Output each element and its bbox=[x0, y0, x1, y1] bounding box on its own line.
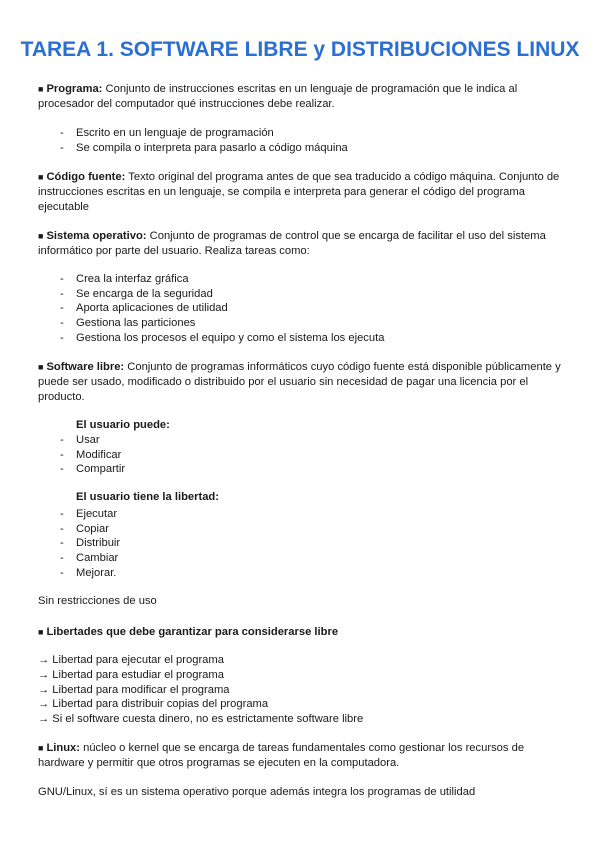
linux-text: núcleo o kernel que se encarga de tareas fundamentales como gestionar los recursos de hardware y permitir que otros programas se ejecuten en la computadora. bbox=[38, 742, 525, 769]
square-bullet-icon: ■ bbox=[38, 743, 44, 753]
programa-definition bbox=[38, 82, 564, 112]
linux-definition bbox=[38, 741, 564, 771]
page-title: TAREA 1. SOFTWARE LIBRE y DISTRIBUCIONES LINUX bbox=[20, 38, 580, 61]
programa-text: Conjunto de instrucciones escritas en un lenguaje de programación que le indica al procesador del computador qué instrucciones debe realizar. bbox=[38, 83, 518, 110]
list-item: - Distribuir bbox=[60, 537, 121, 550]
libertades-list bbox=[38, 653, 564, 727]
list-item: - Crea la interfaz gráfica bbox=[60, 273, 189, 285]
square-bullet-icon: ■ bbox=[38, 84, 44, 94]
list-item: - Cambiar bbox=[60, 552, 119, 565]
libertades-heading bbox=[38, 625, 564, 640]
list-item: - Usar bbox=[60, 434, 100, 446]
gnu-linux-text: GNU/Linux, sí es un sistema operativo porque además integra los programas de utilidad bbox=[38, 786, 476, 798]
list-item: - Se encarga de la seguridad bbox=[60, 287, 213, 300]
list-item: - Ejecutar bbox=[60, 508, 118, 520]
sistema-operativo-term: Sistema operativo: bbox=[46, 230, 147, 242]
codigo-fuente-term: Código fuente: bbox=[46, 171, 126, 183]
square-bullet-icon: ■ bbox=[38, 231, 44, 241]
list-item: → Libertad para modificar el programa bbox=[38, 683, 230, 696]
square-bullet-icon: ■ bbox=[38, 362, 44, 372]
list-item: - Mejorar. bbox=[60, 566, 117, 579]
list-item: - Modificar bbox=[60, 448, 122, 461]
list-item: → Si el software cuesta dinero, no es estrictamente software libre bbox=[38, 713, 364, 726]
square-bullet-icon: ■ bbox=[38, 172, 44, 182]
list-item: - Copiar bbox=[60, 522, 109, 535]
libertad-heading: El usuario tiene la libertad: bbox=[76, 491, 219, 503]
list-item: - Escrito en un lenguaje de programación bbox=[60, 127, 274, 139]
software-libre-text: Conjunto de programas informáticos cuyo código fuente está disponible públicamente y puede ser usado, modificado o distribuido por el usuario sin necesidad de pagar una licencia por el producto. bbox=[38, 361, 561, 403]
list-item: → Libertad para distribuir copias del programa bbox=[38, 698, 269, 711]
sin-restricciones-text: Sin restricciones de uso bbox=[38, 595, 157, 607]
libertad-list bbox=[60, 507, 560, 581]
list-item: - Compartir bbox=[60, 463, 126, 476]
list-item: - Gestiona las particiones bbox=[60, 317, 196, 330]
sistema-operativo-text: Conjunto de programas de control que se encarga de facilitar el uso del sistema informático por parte del usuario. Realiza tareas como: bbox=[38, 230, 546, 257]
list-item: → Libertad para ejecutar el programa bbox=[38, 654, 224, 666]
programa-term: Programa: bbox=[46, 83, 103, 95]
square-bullet-icon: ■ bbox=[38, 627, 44, 637]
programa-list bbox=[60, 126, 560, 155]
list-item: → Libertad para estudiar el programa bbox=[38, 668, 224, 681]
codigo-fuente-text: Texto original del programa antes de que sea traducido a código máquina. Conjunto de instrucciones escritas en un lenguaje, se compila e interpreta para generar el código del programa ejecutable bbox=[38, 171, 560, 213]
libertades-heading-text: Libertades que debe garantizar para considerarse libre bbox=[46, 626, 339, 638]
usuario-puede-heading: El usuario puede: bbox=[76, 419, 170, 431]
sistema-operativo-list bbox=[60, 272, 560, 346]
software-libre-definition bbox=[38, 360, 564, 405]
software-libre-term: Software libre: bbox=[46, 361, 125, 373]
usuario-puede-list bbox=[60, 433, 560, 477]
list-item: - Gestiona los procesos el equipo y como el sistema los ejecuta bbox=[60, 331, 385, 344]
list-item: - Aporta aplicaciones de utilidad bbox=[60, 302, 228, 315]
codigo-fuente-definition bbox=[38, 170, 564, 215]
linux-term: Linux: bbox=[46, 742, 80, 754]
sistema-operativo-definition bbox=[38, 229, 564, 259]
list-item: - Se compila o interpreta para pasarlo a código máquina bbox=[60, 141, 348, 154]
